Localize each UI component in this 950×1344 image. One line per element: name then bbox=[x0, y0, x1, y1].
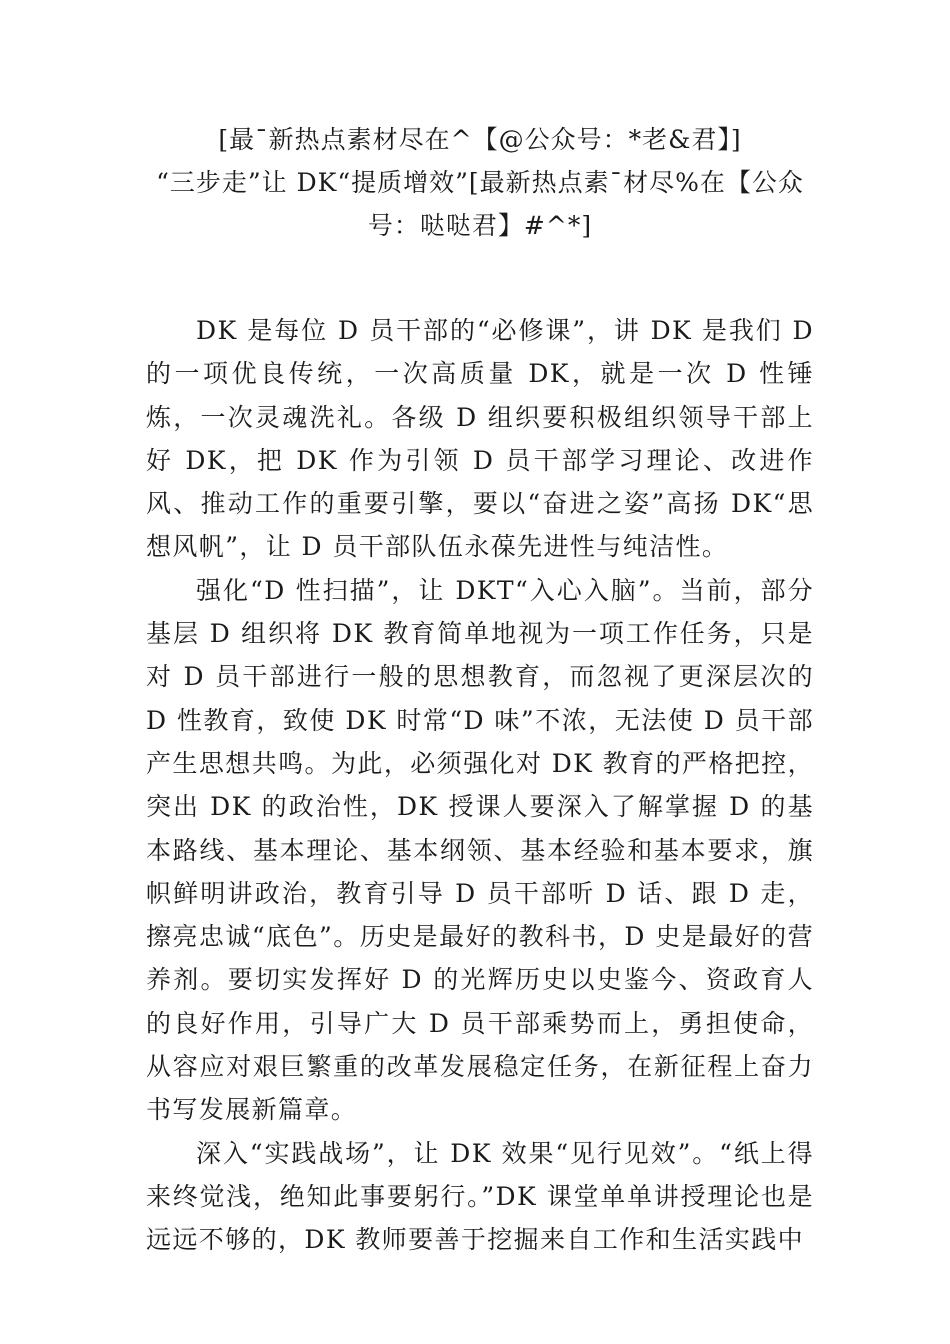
title-line-2: 号：哒哒君】#^*] bbox=[367, 211, 593, 240]
header-line: [最¯新热点素材尽在^【@公众号：*老&君】] bbox=[218, 125, 742, 154]
paragraph-practice: 深入“实践战场”，让 DK 效果“见行见效”。“纸上得来终觉浅，绝知此事要躬行。”DK 课堂单单讲授理论也是远远不够的，DK 教师要善于挖掘来自工作和生活实践中 bbox=[146, 1138, 814, 1255]
paragraph-intro: DK 是每位 D 员干部的“必修课”，讲 DK 是我们 D 的一项优良传统，一次高质量 DK，就是一次 D 性锤炼，一次灵魂洗礼。各级 D 组织要积极组织领导干部上好 DK，把 DK 作为引领 D 员干部学习理论、改进作风、推动工作的重要引擎，要以“奋进之姿”高扬 DK“思想风帆”，让 D 员干部队伍永葆先进性与纯洁性。 bbox=[146, 316, 814, 562]
document-body bbox=[146, 309, 814, 1262]
paragraph-party-spirit: 强化“D 性扫描”，让 DKT“入心入脑”。当前，部分基层 D 组织将 DK 教育简单地视为一项工作任务，只是对 D 员干部进行一般的思想教育，而忽视了更深层次的 D 性教育，致使 DK 时常“D 味”不浓，无法使 D 员干部产生思想共鸣。为此，必须强化对 DK 教育的严格把控，突出 DK 的政治性，DK 授课人要深入了解掌握 D 的基本路线、基本理论、基本纲领、基本经验和基本要求，旗帜鲜明讲政治，教育引导 D 员干部听 D 话、跟 D 走，擦亮忠诚“底色”。历史是最好的教科书，D 史是最好的营养剂。要切实发挥好 D 的光辉历史以史鉴今、资政育人的良好作用，引导广大 D 员干部乘势而上，勇担使命，从容应对艰巨繁重的改革发展稳定任务，在新征程上奋力书写发展新篇章。 bbox=[146, 575, 814, 1125]
document-title bbox=[146, 161, 814, 247]
document-header bbox=[146, 118, 814, 161]
title-line-1: “三步走”让 DK“提质增效”[最新热点素¯材尽%在【公众 bbox=[156, 168, 804, 197]
document-page bbox=[146, 118, 814, 1262]
